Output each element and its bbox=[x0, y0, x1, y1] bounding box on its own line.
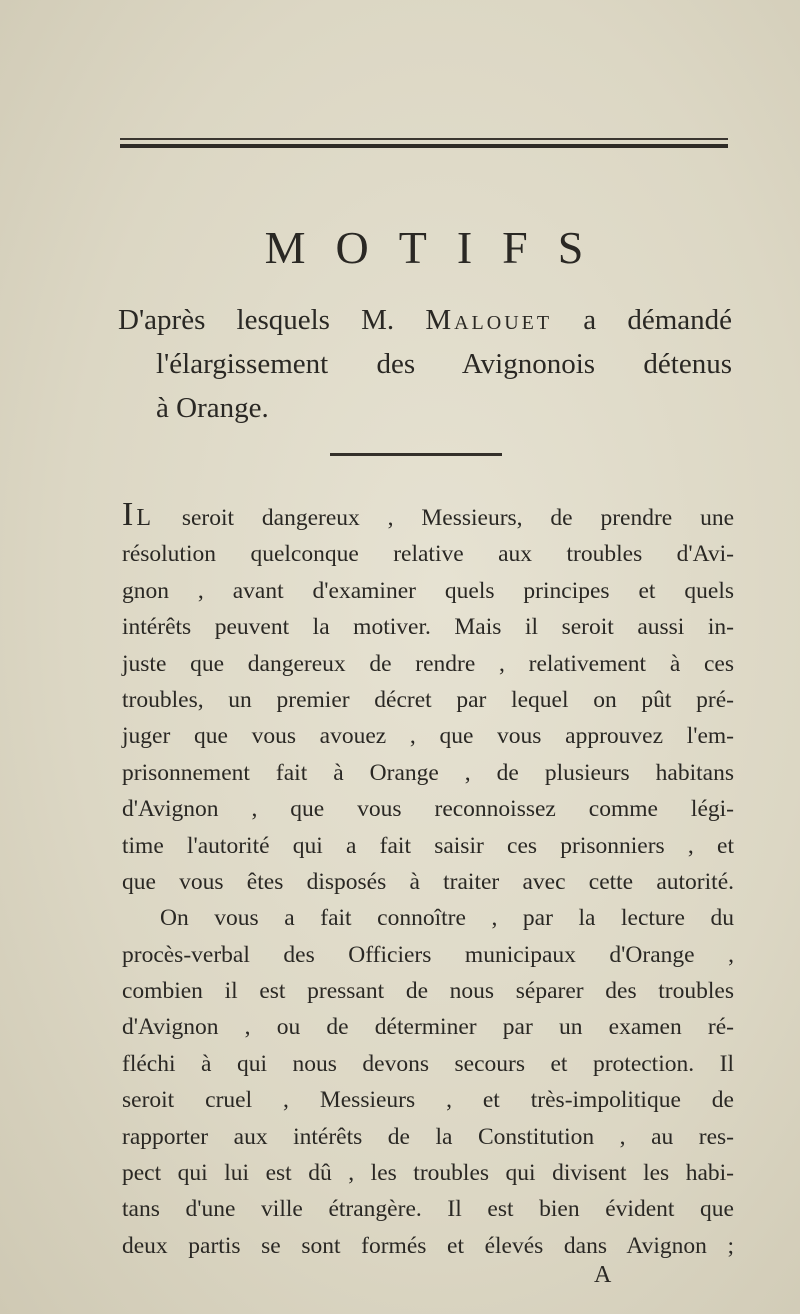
body-line: résolution quelconque relative aux troubles d'Avi- bbox=[122, 541, 734, 568]
body-line: prisonnement fait à Orange , de plusieurs habitans bbox=[122, 759, 734, 786]
body-line: time l'autorité qui a fait saisir ces prisonniers , et bbox=[122, 832, 734, 859]
body-line: que vous êtes disposés à traiter avec cette autorité. bbox=[122, 868, 734, 895]
body-line: rapporter aux intérêts de la Constitution , au res- bbox=[122, 1123, 734, 1150]
body-line: combien il est pressant de nous séparer des troubles bbox=[122, 978, 734, 1005]
body-line: tans d'une ville étrangère. Il est bien évident que bbox=[122, 1196, 734, 1223]
document-title: MOTIFS bbox=[264, 221, 614, 273]
body-line: troubles, un premier décret par lequel on pût pré- bbox=[122, 686, 734, 713]
body-line: intérêts peuvent la motiver. Mais il seroit aussi in- bbox=[122, 614, 734, 641]
subtitle-line-2: l'élargissement des Avignonois détenus bbox=[156, 348, 732, 380]
body-line: procès-verbal des Officiers municipaux d'Orange , bbox=[122, 941, 734, 968]
body-line: fléchi à qui nous devons secours et protection. Il bbox=[122, 1050, 734, 1077]
body-line: d'Avignon , que vous reconnoissez comme légi- bbox=[122, 796, 734, 823]
body-line: Il seroit dangereux , Messieurs, de prendre une bbox=[122, 496, 734, 533]
body-line: pect qui lui est dû , les troubles qui divisent les habi- bbox=[122, 1160, 734, 1187]
drop-cap: Il bbox=[122, 496, 154, 533]
body-line: d'Avignon , ou de déterminer par un examen ré- bbox=[122, 1014, 734, 1041]
section-divider bbox=[330, 453, 502, 456]
author-name: Malouet bbox=[425, 304, 553, 336]
body-line: juste que dangereux de rendre , relativement à ces bbox=[122, 650, 734, 677]
body-line: deux partis se sont formés et élevés dans Avignon ; bbox=[122, 1232, 734, 1259]
body-line: seroit cruel , Messieurs , et très-impolitique de bbox=[122, 1087, 734, 1114]
body-text bbox=[122, 496, 734, 1264]
body-line: gnon , avant d'examiner quels principes et quels bbox=[122, 577, 734, 604]
subtitle-line-1: D'après lesquels M. Malouet a démandé bbox=[118, 304, 732, 336]
document-subtitle bbox=[118, 298, 732, 430]
signature-mark: A bbox=[594, 1262, 612, 1288]
body-line: On vous a fait connoître , par la lecture du bbox=[160, 905, 734, 932]
top-double-rule bbox=[120, 138, 728, 150]
body-line: juger que vous avouez , que vous approuvez l'em- bbox=[122, 723, 734, 750]
subtitle-line-3: à Orange. bbox=[156, 392, 269, 424]
